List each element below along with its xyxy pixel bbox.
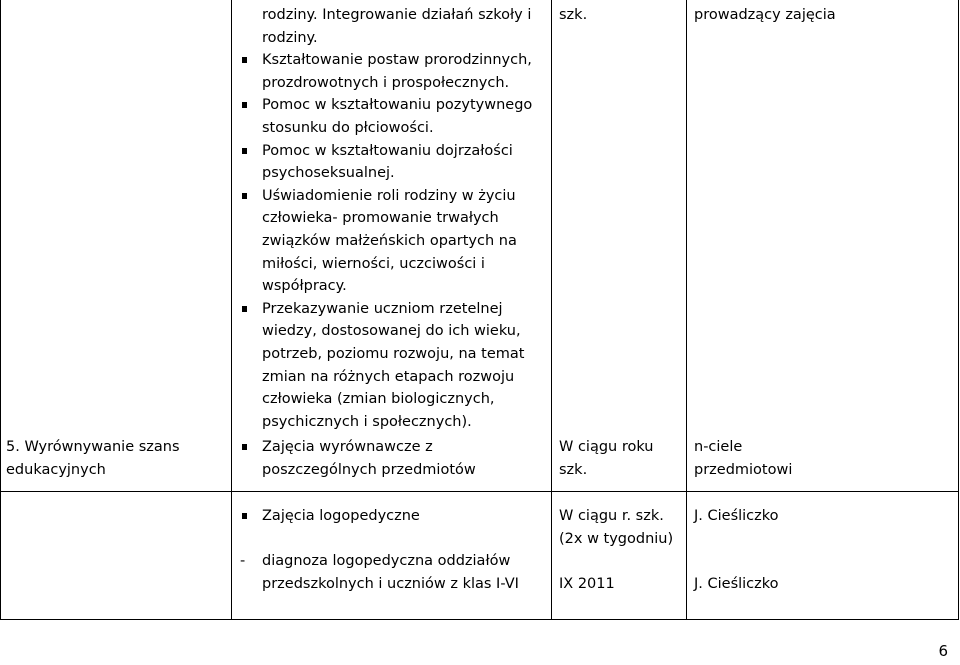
table-border-bottom bbox=[0, 619, 959, 620]
bullet-square-icon bbox=[242, 57, 247, 63]
list-item bbox=[238, 505, 550, 528]
section-title bbox=[6, 436, 180, 481]
term-cell bbox=[559, 436, 654, 481]
text-line: n-ciele bbox=[694, 439, 743, 455]
text-line: J. Cieśliczko bbox=[694, 508, 779, 524]
person-cell bbox=[694, 573, 779, 596]
table-border-right bbox=[958, 0, 959, 620]
column-divider-1 bbox=[231, 0, 232, 620]
page-number: 6 bbox=[938, 642, 948, 660]
text-line: rodziny. bbox=[262, 29, 318, 46]
text-line: przedmiotowi bbox=[694, 461, 793, 478]
bullet-square-icon bbox=[242, 444, 247, 450]
text-line: przedszkolnych i uczniów z klas I-VI bbox=[262, 575, 519, 592]
term-cell bbox=[559, 505, 673, 550]
text-line: Uświadomienie roli rodziny w życiu bbox=[262, 187, 516, 204]
text-line: związków małżeńskich opartych na bbox=[262, 232, 517, 249]
person-cell bbox=[694, 505, 779, 528]
text-line: rodziny. Integrowanie działań szkoły i bbox=[262, 7, 532, 23]
text-line: współpracy. bbox=[262, 278, 347, 295]
goals-cell bbox=[238, 4, 550, 433]
text-line: wiedzy, dostosowanej do ich wieku, bbox=[262, 323, 521, 340]
text-line: 5. Wyrównywanie szans bbox=[6, 439, 180, 455]
bullet-square-icon bbox=[242, 102, 247, 108]
bullet-square-icon bbox=[242, 193, 247, 199]
term-cell bbox=[559, 4, 587, 27]
text-line: stosunku do płciowości. bbox=[262, 119, 434, 136]
column-divider-2 bbox=[551, 0, 552, 620]
dash-marker: - bbox=[240, 553, 246, 570]
bullet-square-icon bbox=[242, 513, 247, 519]
activity-cell bbox=[238, 436, 550, 481]
person-cell bbox=[694, 4, 836, 27]
list-item bbox=[238, 49, 550, 94]
list-item bbox=[238, 140, 550, 185]
bullet-square-icon bbox=[242, 306, 247, 312]
text-line: IX 2011 bbox=[559, 576, 615, 592]
text-line: W ciągu r. szk. bbox=[559, 508, 664, 524]
continuation-text bbox=[238, 4, 550, 49]
text-line: prowadzący zajęcia bbox=[694, 7, 836, 23]
text-line: zmian na różnych etapach rozwoju bbox=[262, 368, 515, 385]
term-cell bbox=[559, 573, 615, 596]
text-line: prozdrowotnych i prospołecznych. bbox=[262, 74, 510, 91]
text-line: potrzeb, poziomu rozwoju, na temat bbox=[262, 345, 525, 362]
list-item bbox=[238, 94, 550, 139]
column-divider-3 bbox=[686, 0, 687, 620]
text-line: (2x w tygodniu) bbox=[559, 530, 674, 547]
bullet-square-icon bbox=[242, 148, 247, 154]
text-line: człowieka- promowanie trwałych bbox=[262, 210, 499, 227]
text-line: szk. bbox=[559, 461, 588, 478]
text-line: szk. bbox=[559, 7, 588, 23]
text-line: miłości, wierności, uczciwości i bbox=[262, 255, 485, 272]
list-item bbox=[238, 550, 550, 595]
text-line: Pomoc w kształtowaniu dojrzałości bbox=[262, 142, 513, 159]
text-line: psychoseksualnej. bbox=[262, 165, 395, 182]
text-line: edukacyjnych bbox=[6, 461, 106, 478]
person-cell bbox=[694, 436, 792, 481]
list-item bbox=[238, 298, 550, 434]
text-line: Przekazywanie uczniom rzetelnej bbox=[262, 300, 503, 317]
text-line: Kształtowanie postaw prorodzinnych, bbox=[262, 52, 532, 69]
row-divider bbox=[0, 491, 959, 492]
text-line: psychicznych i społecznych). bbox=[262, 413, 472, 430]
text-line: J. Cieśliczko bbox=[694, 576, 779, 592]
text-line: Zajęcia wyrównawcze z bbox=[262, 439, 433, 455]
text-line: W ciągu roku bbox=[559, 439, 654, 455]
table-border-left bbox=[0, 0, 1, 620]
text-line: diagnoza logopedyczna oddziałów bbox=[262, 553, 511, 570]
text-line: Zajęcia logopedyczne bbox=[262, 508, 420, 524]
list-item bbox=[238, 436, 550, 481]
text-line: Pomoc w kształtowaniu pozytywnego bbox=[262, 97, 533, 114]
text-line: poszczególnych przedmiotów bbox=[262, 461, 476, 478]
list-item bbox=[238, 185, 550, 298]
activity-cell bbox=[238, 505, 550, 595]
text-line: człowieka (zmian biologicznych, bbox=[262, 391, 495, 408]
